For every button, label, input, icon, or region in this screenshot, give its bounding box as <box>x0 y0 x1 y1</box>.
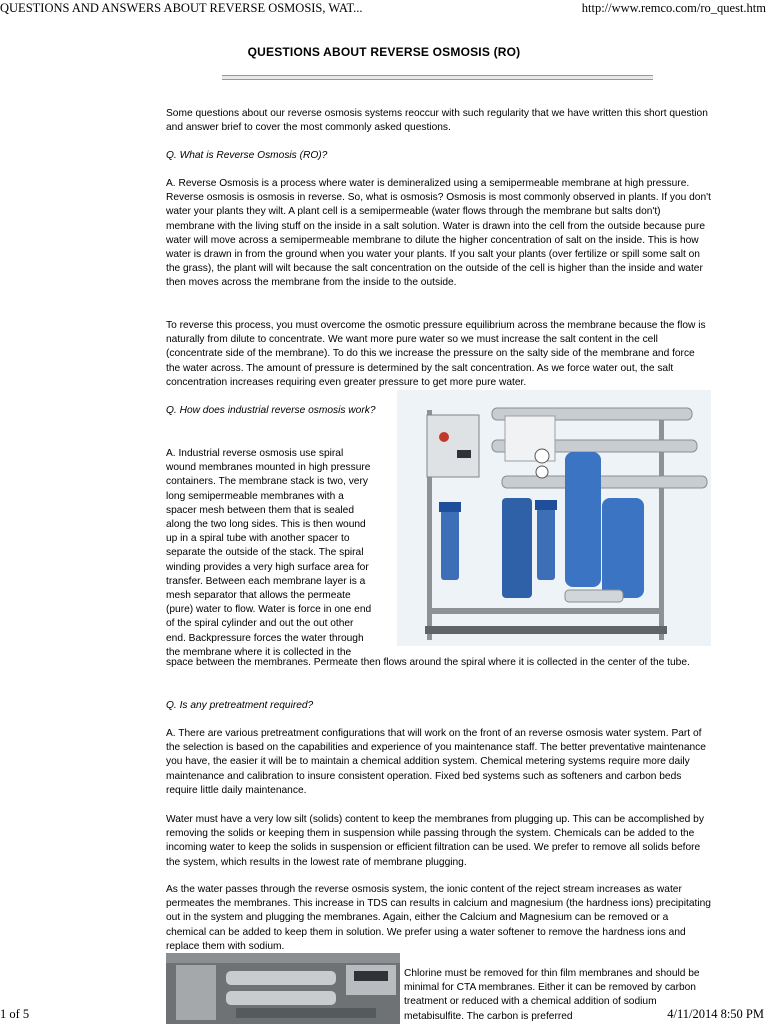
answer-2-continued <box>166 656 711 670</box>
browser-header-url[interactable]: http://www.remco.com/ro_quest.htm <box>581 1 766 15</box>
answer-3-text-1: A. There are various pretreatment configurations that will work on the front of an reverse osmosis water system. Part of the selection is based on the capabilities and experience of you maintenance staff. The better preventative maintenance you have, the easier it will be to maintain a chemical addition system. Chemical metering systems require more daily maintenance and calibration to insure consistent operation. Fixed bed systems such as softeners and carbon beds require little daily maintenance. <box>166 728 706 796</box>
intro-text: Some questions about our reverse osmosis systems reoccur with such regularity that we have written this short question and answer brief to cover the most commonly asked questions. <box>166 108 708 134</box>
question-1-text: Q. What is Reverse Osmosis (RO)? <box>166 150 328 161</box>
page-title: QUESTIONS ABOUT REVERSE OSMOSIS (RO) <box>247 45 521 59</box>
ro-system-illustration <box>397 390 711 646</box>
ro-equipment-illustration <box>166 953 400 1024</box>
question-2-text: Q. How does industrial reverse osmosis work? <box>166 405 376 416</box>
reverse-osmosis-system-photo <box>397 390 711 646</box>
answer-3-text-2: Water must have a very low silt (solids) content to keep the membranes from plugging up. This can be accomplished by removing the solids or keeping them in suspension while passing through the system. Chemicals can be added to the incoming water to keep the solids in suspension or efficient filtration can be used. We prefer to remove all solids before the system, which results in the lowest rate of membrane plugging. <box>166 814 704 868</box>
question-1 <box>166 149 711 163</box>
answer-3-text-4: Chlorine must be removed for thin film membranes and should be minimal for CTA membranes. Either it can be removed by carbon treatment or reduced with a chemical addition of sodium metabisulfite. The carbon is preferred <box>404 968 700 1022</box>
answer-3-paragraph-3 <box>166 883 711 954</box>
answer-1-paragraph-1 <box>166 177 711 291</box>
answer-2-text-wrapped: A. Industrial reverse osmosis use spiral wound membranes mounted in high pressure containers. The membrane stack is two, very long semipermeable membranes with a spacer mesh between them that is sealed along the two long sides. This is then wound up in a spiral tube with another spacer to separate the outside of the stack. The spiral winding provides a very high surface area for transfer. Between each membrane layer is a mesh separator that allows the permeate (pure) water to flow. Water is force in one end of the spiral cylinder and out the out other end. Backpressure forces the water through the membrane where it is collected in the <box>166 448 372 658</box>
intro-paragraph <box>166 107 711 135</box>
browser-footer-timestamp: 4/11/2014 8:50 PM <box>667 1007 764 1021</box>
answer-1-text-1: A. Reverse Osmosis is a process where water is demineralized using a semipermeable membrane at high pressure. Reverse osmosis is osmosis in reverse. So, what is osmosis? Osmosis is most commonly observed in plants. If you don't water your plants they wilt. A plant cell is a semipermeable (water flows through the membrane but salts don't) membrane with the living stuff on the inside in a salt solution. Water is drawn into the cell from the outside because pure water will move across a semipermeable membrane to dilute the higher concentration of salt on the inside. This is how water is drawn in from the ground when you water your plants. If you salt your plants (over fertilize or spill some salt on the grass), the plant will wilt because the salt concentration on the outside of the cell is higher than the inside and water then moves across the membrane from the inside to the outside. <box>166 178 711 289</box>
answer-3-paragraph-4 <box>404 967 704 1024</box>
question-3 <box>166 699 711 713</box>
answer-3-text-3: As the water passes through the reverse osmosis system, the ionic content of the reject stream increases as water permeates the membranes. This increase in TDS can results in calcium and magnesium (the hardness ions) precipitating out in the system and plugging the membranes. Again, either the Calcium and Magnesium can be removed or a chemical can be added to keep them in solution. We prefer using a water softener to remove the hardness ions and replace them with sodium. <box>166 884 711 952</box>
question-3-text: Q. Is any pretreatment required? <box>166 700 314 711</box>
answer-1-paragraph-2 <box>166 319 711 390</box>
answer-3-paragraph-2 <box>166 813 711 870</box>
browser-header-title: QUESTIONS AND ANSWERS ABOUT REVERSE OSMOSIS, WAT... <box>0 1 363 15</box>
question-2 <box>166 404 376 418</box>
ro-equipment-photo <box>166 953 400 1024</box>
answer-1-text-2: To reverse this process, you must overcome the osmotic pressure equilibrium across the membrane because the flow is naturally from dilute to concentrate. We want more pure water so we must increase the salt content in the cell (concentrate side of the membrane). To do this we increase the pressure on the salty side of the membrane and force the water across. The amount of pressure is determined by the salt concentration. As we force water out, the salt concentration increases requiring even greater pressure to get more pure water. <box>166 320 706 388</box>
answer-3-paragraph-1 <box>166 727 711 798</box>
browser-footer-page-count: 1 of 5 <box>0 1007 30 1021</box>
answer-2-text-continued: space between the membranes. Permeate then flows around the spiral where it is collected in the center of the tube. <box>166 657 690 668</box>
title-divider <box>222 75 653 80</box>
answer-2-wrapped <box>166 447 376 660</box>
